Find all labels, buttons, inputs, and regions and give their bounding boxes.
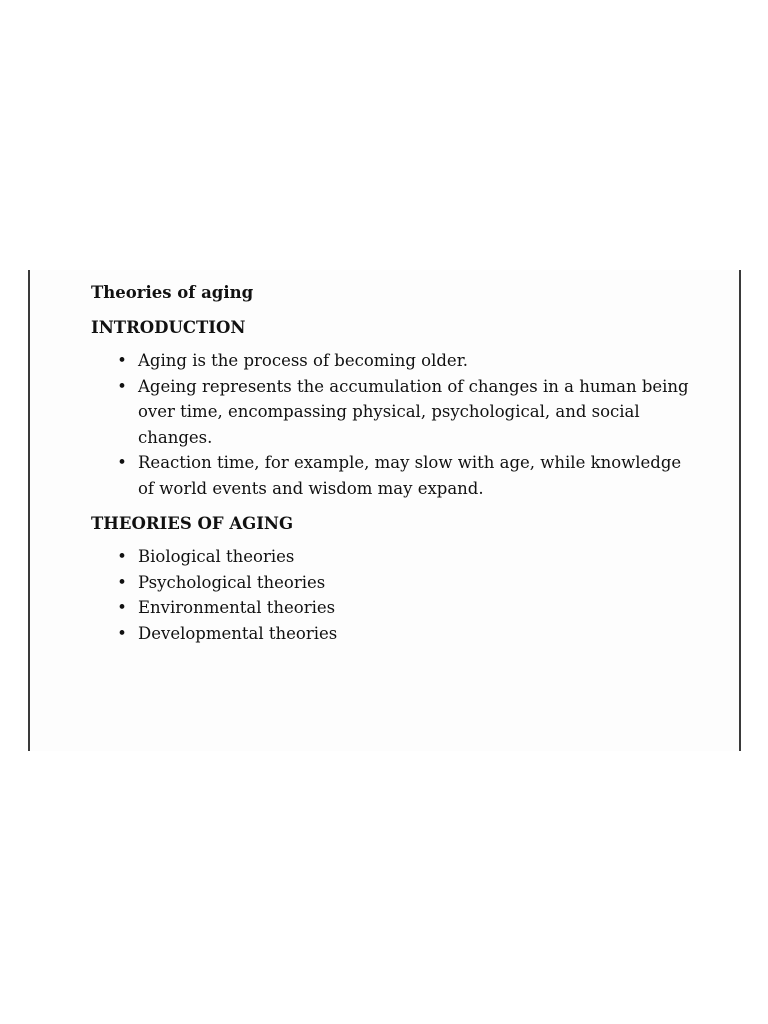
bullet-icon: • — [117, 351, 127, 370]
list-item-text: Environmental theories — [138, 598, 336, 617]
list-item — [91, 450, 691, 501]
list-item-text: Psychological theories — [138, 572, 326, 592]
bullet-icon: • — [117, 547, 127, 566]
list-item — [91, 544, 691, 570]
introduction-list — [91, 348, 691, 501]
document-page — [28, 270, 741, 751]
bullet-icon: • — [117, 598, 127, 617]
list-item-text: Aging is the process of becoming older. — [138, 351, 469, 370]
list-item — [91, 348, 691, 374]
bullet-icon: • — [117, 376, 127, 396]
list-item — [91, 621, 691, 647]
theories-list — [91, 544, 691, 646]
bullet-icon: • — [117, 572, 127, 592]
page-content — [91, 280, 691, 646]
list-item-text: Reaction time, for example, may slow with age, while knowledge of world events and wisdom may expand. — [138, 453, 682, 498]
list-item — [91, 374, 691, 451]
list-item-text: Ageing represents the accumulation of changes in a human being over time, encompassing physical, psychological, and social changes. — [138, 376, 689, 447]
section-heading-theories: THEORIES OF AGING — [91, 514, 294, 533]
bullet-icon: • — [117, 453, 127, 472]
bullet-icon: • — [117, 623, 127, 643]
list-item-text: Biological theories — [138, 547, 295, 566]
document-title: Theories of aging — [91, 283, 254, 302]
list-item-text: Developmental theories — [138, 623, 338, 643]
list-item — [91, 595, 691, 621]
list-item — [91, 570, 691, 596]
section-heading-introduction: INTRODUCTION — [91, 318, 246, 337]
